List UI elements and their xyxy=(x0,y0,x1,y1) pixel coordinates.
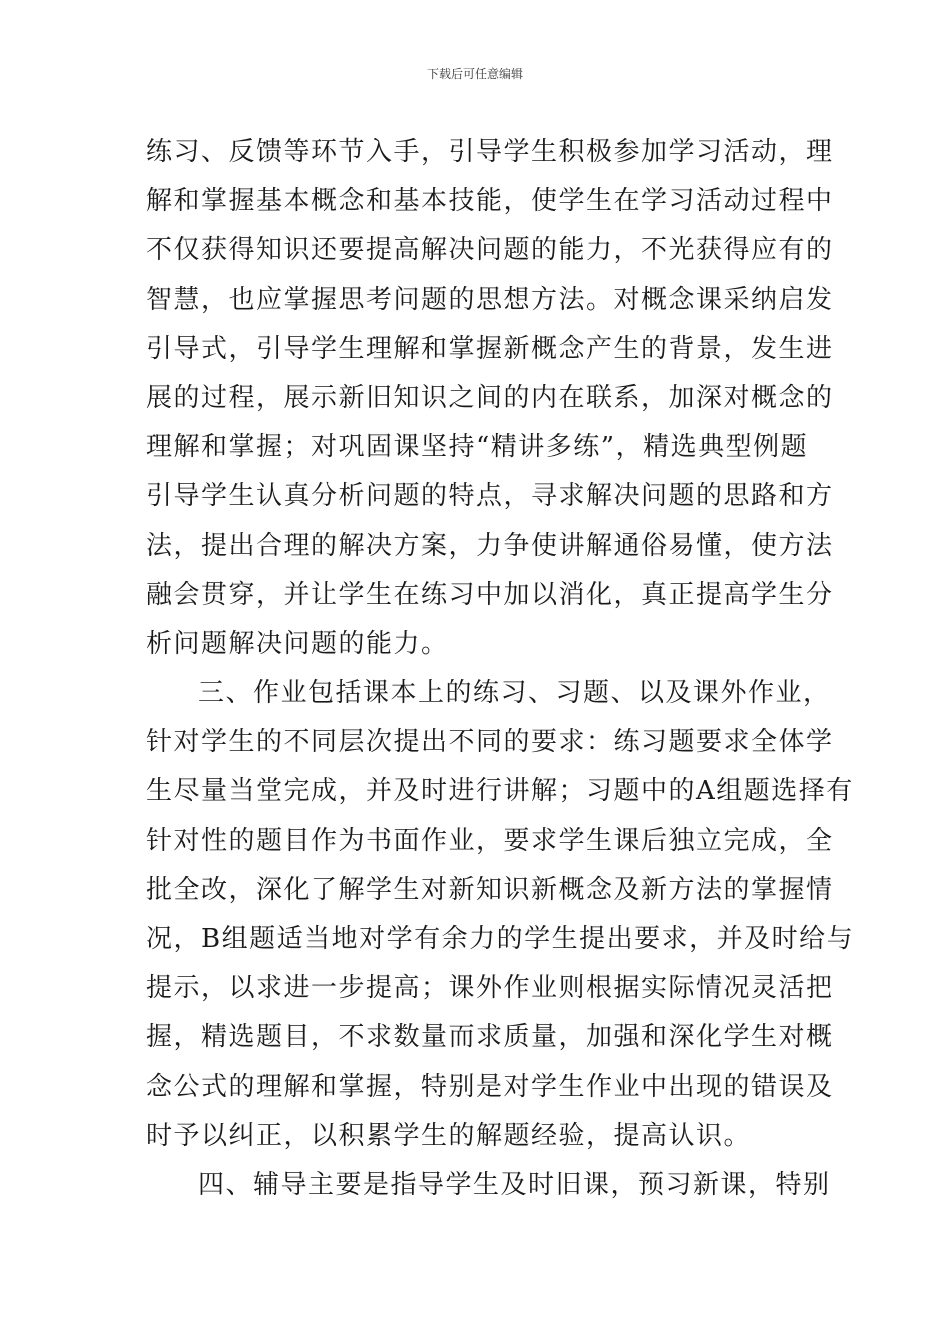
text-line: 握，精选题目，不求数量而求质量，加强和深化学生对概 xyxy=(146,1022,834,1053)
text-line: 析问题解决问题的能力。 xyxy=(146,628,449,659)
text-line: 况，B组题适当地对学有余力的学生提出要求，并及时给与 xyxy=(146,924,855,954)
document-body xyxy=(146,128,855,1210)
text-line: 法，提出合理的解决方案，力争使讲解通俗易懂，使方法 xyxy=(146,530,834,561)
text-line: 生尽量当堂完成，并及时进行讲解；习题中的A组题选择有 xyxy=(146,776,854,807)
text-line: 融会贯穿，并让学生在练习中加以消化，真正提高学生分 xyxy=(146,579,834,610)
text-line: 批全改，深化了解学生对新知识新概念及新方法的掌握情 xyxy=(146,874,834,905)
text-line: 解和掌握基本概念和基本技能，使学生在学习活动过程中 xyxy=(146,186,834,217)
text-line: 念公式的理解和掌握，特别是对学生作业中出现的错误及 xyxy=(146,1071,834,1102)
text-line: 练习、反馈等环节入手，引导学生积极参加学习活动，理 xyxy=(146,137,834,167)
paragraph-start-line: 四、辅导主要是指导学生及时旧课，预习新课，特别 xyxy=(198,1169,831,1200)
text-line: 智慧，也应掌握思考问题的思想方法。对概念课采纳启发 xyxy=(146,284,834,315)
text-line: 时予以纠正，以积累学生的解题经验，提高认识。 xyxy=(146,1120,752,1151)
text-line: 引导式，引导学生理解和掌握新概念产生的背景，发生进 xyxy=(146,333,834,364)
text-line: 针对性的题目作为书面作业，要求学生课后独立完成，全 xyxy=(146,825,834,856)
text-line: 引导学生认真分析问题的特点，寻求解决问题的思路和方 xyxy=(146,481,834,512)
paragraph-start-line: 三、作业包括课本上的练习、习题、以及课外作业， xyxy=(198,678,831,709)
text-line: 展的过程，展示新旧知识之间的内在联系，加深对概念的 xyxy=(146,382,834,413)
page-header: 下载后可任意编辑 xyxy=(426,67,523,81)
text-line: 理解和掌握；对巩固课坚持“精讲多练”，精选典型例题 xyxy=(146,432,809,463)
text-line: 提示，以求进一步提高；课外作业则根据实际情况灵活把 xyxy=(146,973,834,1004)
text-line: 不仅获得知识还要提高解决问题的能力，不光获得应有的 xyxy=(146,235,834,266)
text-line: 针对学生的不同层次提出不同的要求：练习题要求全体学 xyxy=(146,727,834,758)
